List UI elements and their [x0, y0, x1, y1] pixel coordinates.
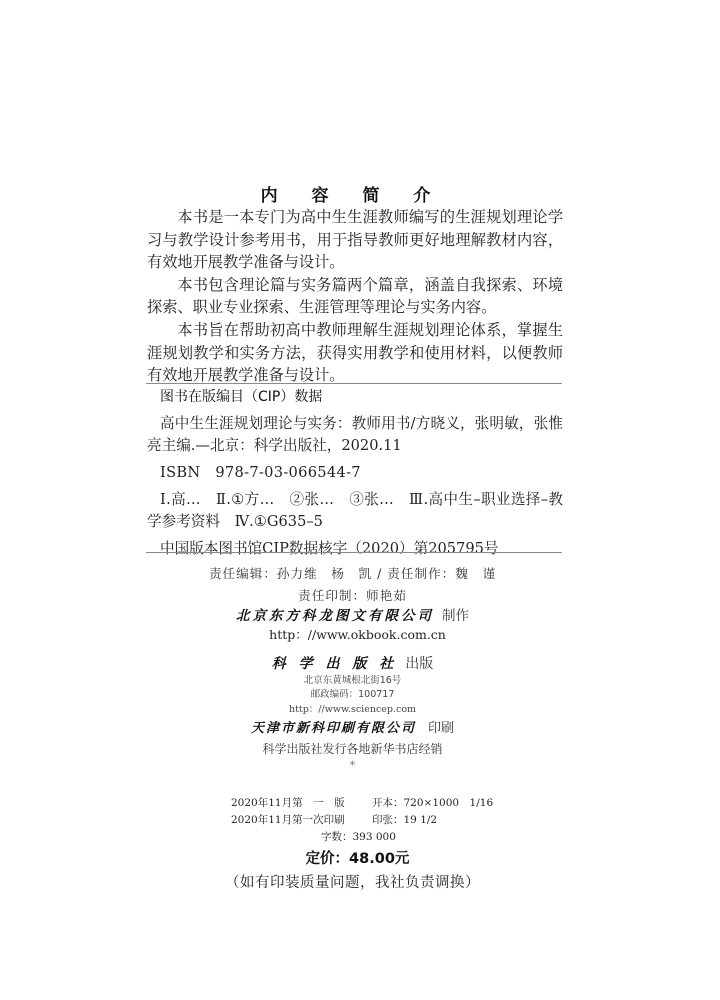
quality-notice: （如有印装质量问题，我社负责调换） — [225, 875, 480, 891]
publisher-name: 科 学 出 版 社 — [271, 656, 398, 672]
separator-asterisk: * — [349, 759, 356, 772]
producer-url: http：//www.okbook.com.cn — [269, 627, 446, 642]
cip-block — [147, 386, 563, 560]
producer-name: 北京东方科龙图文有限公司 — [236, 608, 434, 624]
intro-body — [147, 206, 563, 387]
word-count: 字数：393 000 — [321, 831, 396, 843]
credit-editors: 责任编辑：孙力维 杨 凯 / 责任制作：魏 谨 — [208, 566, 497, 581]
credit-publisher — [0, 653, 705, 673]
printing-line: 2020年11月第一次印刷 — [231, 814, 345, 826]
cip-header: 图书在版编目（CIP）数据 — [160, 389, 323, 405]
cip-isbn: ISBN 978-7-03-066544-7 — [160, 464, 361, 481]
cip-classification: Ⅰ.高… Ⅱ.①方… ②张… ③张… Ⅲ.高中生–职业选择–教学参考资料 Ⅳ.①G635–5 — [147, 491, 563, 530]
divider-top — [146, 383, 562, 384]
cip-library-number: 中国版本图书馆CIP数据核字（2020）第205795号 — [160, 540, 499, 557]
intro-paragraph: 本书是一本专门为高中生生涯教师编写的生涯规划理论学习与教学设计参考用书，用于指导教师更好地理解教材内容，有效地开展教学准备与设计。 — [147, 208, 563, 272]
printer-name: 天津市新科印刷有限公司 — [250, 721, 416, 736]
publisher-url: http：//www.sciencep.com — [288, 704, 417, 715]
intro-paragraph: 本书包含理论篇与实务篇两个篇章，涵盖自我探索、环境探索、职业专业探索、生涯管理等理论与实务内容。 — [147, 275, 563, 317]
publisher-postal-code: 邮政编码：100717 — [310, 689, 395, 700]
divider-bottom — [146, 552, 562, 553]
intro-title: 内 容 简 介 — [260, 186, 445, 206]
price: 定价：48.00元 — [305, 851, 410, 867]
intro-paragraph: 本书旨在帮助初高中教师理解生涯规划理论体系，掌握生涯规划教学和实务方法，获得实用教学和使用材料，以便教师有效地开展教学准备与设计。 — [147, 320, 563, 385]
sheets-line: 印张：19 1/2 — [372, 814, 438, 826]
printer-role: 印刷 — [428, 721, 455, 736]
format-line: 开本：720×1000 1/16 — [372, 797, 494, 809]
cip-record: 高中生生涯规划理论与实务：教师用书/方晓义，张明敏，张惟亮主编.—北京：科学出版社，2020.11 — [147, 415, 563, 454]
edition-line: 2020年11月第 一 版 — [231, 797, 345, 809]
credit-producer — [0, 604, 705, 624]
producer-role: 制作 — [442, 608, 469, 624]
credit-printing-supervisor: 责任印制：师艳茹 — [298, 588, 407, 603]
credit-printer — [0, 717, 705, 736]
publisher-role: 出版 — [405, 656, 434, 672]
distribution: 科学出版社发行各地新华书店经销 — [262, 742, 443, 756]
publisher-address: 北京东黄城根北街16号 — [303, 675, 402, 686]
